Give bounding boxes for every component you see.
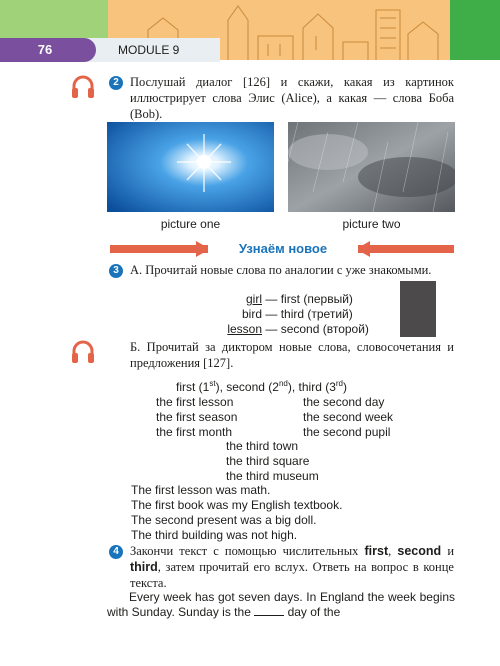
task-number-badge: 2: [109, 76, 123, 90]
arrow-left-icon: [356, 241, 370, 257]
phrase: the first season: [156, 410, 238, 424]
task3-part-b-instructions: Б. Прочитай за диктором новые слова, словосочетания и предложения [127].: [130, 340, 454, 370]
page-number: 76: [37, 42, 53, 57]
phrase: the second day: [303, 395, 385, 409]
sunny-sky-photo: [107, 122, 274, 212]
phrase-list-center: [226, 439, 319, 484]
module-label: MODULE 9: [118, 43, 180, 57]
phrase: the second week: [303, 410, 394, 424]
task3-part-a-instructions: А. Прочитай новые слова по аналогии с уже знакомыми.: [130, 263, 432, 277]
analogy-row: girl — first (первый): [245, 292, 353, 306]
gray-rectangle: [400, 281, 436, 337]
rainy-sky-photo: [288, 122, 455, 212]
task-number-badge: 3: [109, 264, 123, 278]
task-number-badge: 4: [109, 545, 123, 559]
sentence: The first book was my English textbook.: [131, 498, 343, 512]
phrase: the first lesson: [156, 395, 234, 409]
sentence: The third building was not high.: [131, 528, 298, 542]
known-word: lesson: [227, 322, 262, 336]
ordinals-line: first (1st), second (2nd), third (3rd): [176, 379, 347, 394]
translation: (второй): [322, 322, 369, 336]
example-sentences: [131, 483, 342, 543]
answer-blank[interactable]: [254, 605, 284, 616]
phrase: the third square: [226, 454, 310, 468]
new-word: first: [280, 292, 301, 306]
phrase: the second pupil: [303, 425, 391, 439]
phrase-list-right: [303, 395, 393, 440]
task4-instructions: Закончи текст с помощью числительных first, second и third, затем прочитай его вслух. Ответь на вопрос в конце текста.: [130, 544, 455, 590]
story-text: Every week has got seven days. In England the week begins with Sunday. Sunday is the day of the: [107, 590, 455, 619]
picture-two-caption: picture two: [342, 217, 401, 231]
task2-instructions: Послушай диалог [126] и скажи, какая из картинок иллюстрирует слова Элис (Alice), а какая — слова Боба (Bob).: [130, 75, 454, 121]
word-second: second: [397, 544, 442, 558]
word-first: first: [364, 544, 389, 558]
headphones-icon: [70, 339, 96, 365]
translation: (первый): [303, 292, 353, 306]
phrase: the third museum: [226, 469, 319, 483]
phrase: the first month: [156, 425, 233, 439]
section-title: Узнаём новое: [208, 238, 358, 260]
headphones-icon: [70, 74, 96, 100]
new-word: second: [280, 322, 320, 336]
sentence: The second present was a big doll.: [131, 513, 317, 527]
analogy-row: lesson — second (второй): [227, 322, 369, 336]
sentence: The first lesson was math.: [131, 483, 271, 497]
known-word: bird: [241, 307, 262, 321]
new-word: third: [280, 307, 305, 321]
analogy-row: bird — third (третий): [241, 307, 353, 321]
header-green-right: [450, 0, 500, 60]
word-third: third: [130, 560, 158, 574]
phrase-list-left: [156, 395, 237, 440]
picture-one-caption: picture one: [160, 217, 221, 231]
translation: (третий): [307, 307, 353, 321]
known-word: girl: [245, 292, 262, 306]
phrase: the third town: [226, 439, 299, 453]
